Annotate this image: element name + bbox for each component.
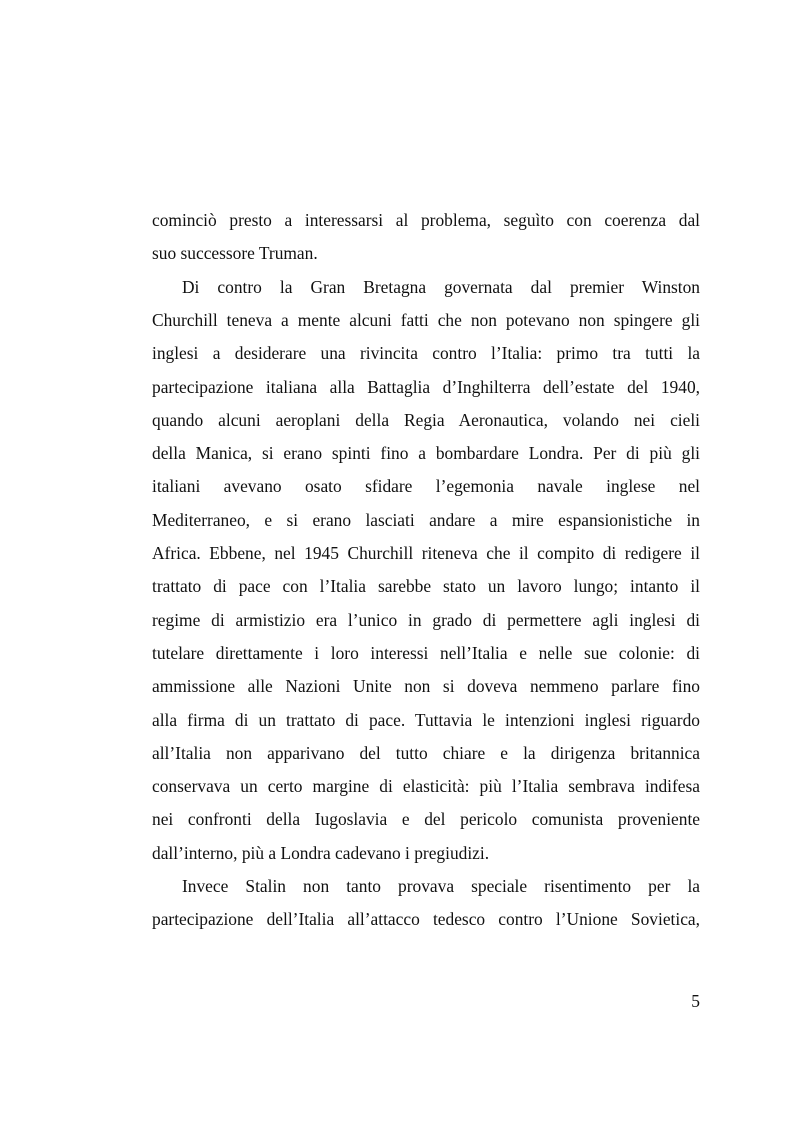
text-line: suo successore Truman. xyxy=(152,243,318,264)
text-line: cominciò presto a interessarsi al problema, seguìto con coerenza dal xyxy=(152,210,700,230)
text-line: ammissione alle Nazioni Unite non si doveva nemmeno parlare fino xyxy=(152,676,700,697)
text-line: della Manica, si erano spinti fino a bombardare Londra. Per di più gli xyxy=(152,443,700,464)
text-line: Mediterraneo, e si erano lasciati andare a mire espansionistiche in xyxy=(152,509,700,530)
text-line: conservava un certo margine di elasticità: più l’Italia sembrava indifesa xyxy=(152,776,700,797)
text-line: all’Italia non apparivano del tutto chiare e la dirigenza britannica xyxy=(152,742,700,763)
text-line: Invece Stalin non tanto provava speciale risentimento per la xyxy=(182,876,700,896)
text-line: partecipazione dell’Italia all’attacco tedesco contro l’Unione Sovietica, xyxy=(152,909,700,930)
text-line: inglesi a desiderare una rivincita contro l’Italia: primo tra tutti la xyxy=(152,343,700,364)
text-line: nei confronti della Iugoslavia e del pericolo comunista proveniente xyxy=(152,809,700,830)
text-line: tutelare direttamente i loro interessi nell’Italia e nelle sue colonie: di xyxy=(152,642,700,663)
text-line: Africa. Ebbene, nel 1945 Churchill riteneva che il compito di redigere il xyxy=(152,543,700,563)
text-line: trattato di pace con l’Italia sarebbe stato un lavoro lungo; intanto il xyxy=(152,576,700,597)
page-number: 5 xyxy=(691,991,700,1011)
text-line: quando alcuni aeroplani della Regia Aeronautica, volando nei cieli xyxy=(152,409,700,430)
text-line: partecipazione italiana alla Battaglia d’Inghilterra dell’estate del 1940, xyxy=(152,376,700,397)
text-line: regime di armistizio era l’unico in grado di permettere agli inglesi di xyxy=(152,609,700,630)
text-line: italiani avevano osato sfidare l’egemonia navale inglese nel xyxy=(152,476,700,497)
text-line: alla firma di un trattato di pace. Tuttavia le intenzioni inglesi riguardo xyxy=(152,709,700,730)
text-line: Churchill teneva a mente alcuni fatti che non potevano non spingere gli xyxy=(152,309,700,330)
text-line: dall’interno, più a Londra cadevano i pregiudizi. xyxy=(152,842,490,863)
text-line: Di contro la Gran Bretagna governata dal premier Winston xyxy=(182,276,700,297)
